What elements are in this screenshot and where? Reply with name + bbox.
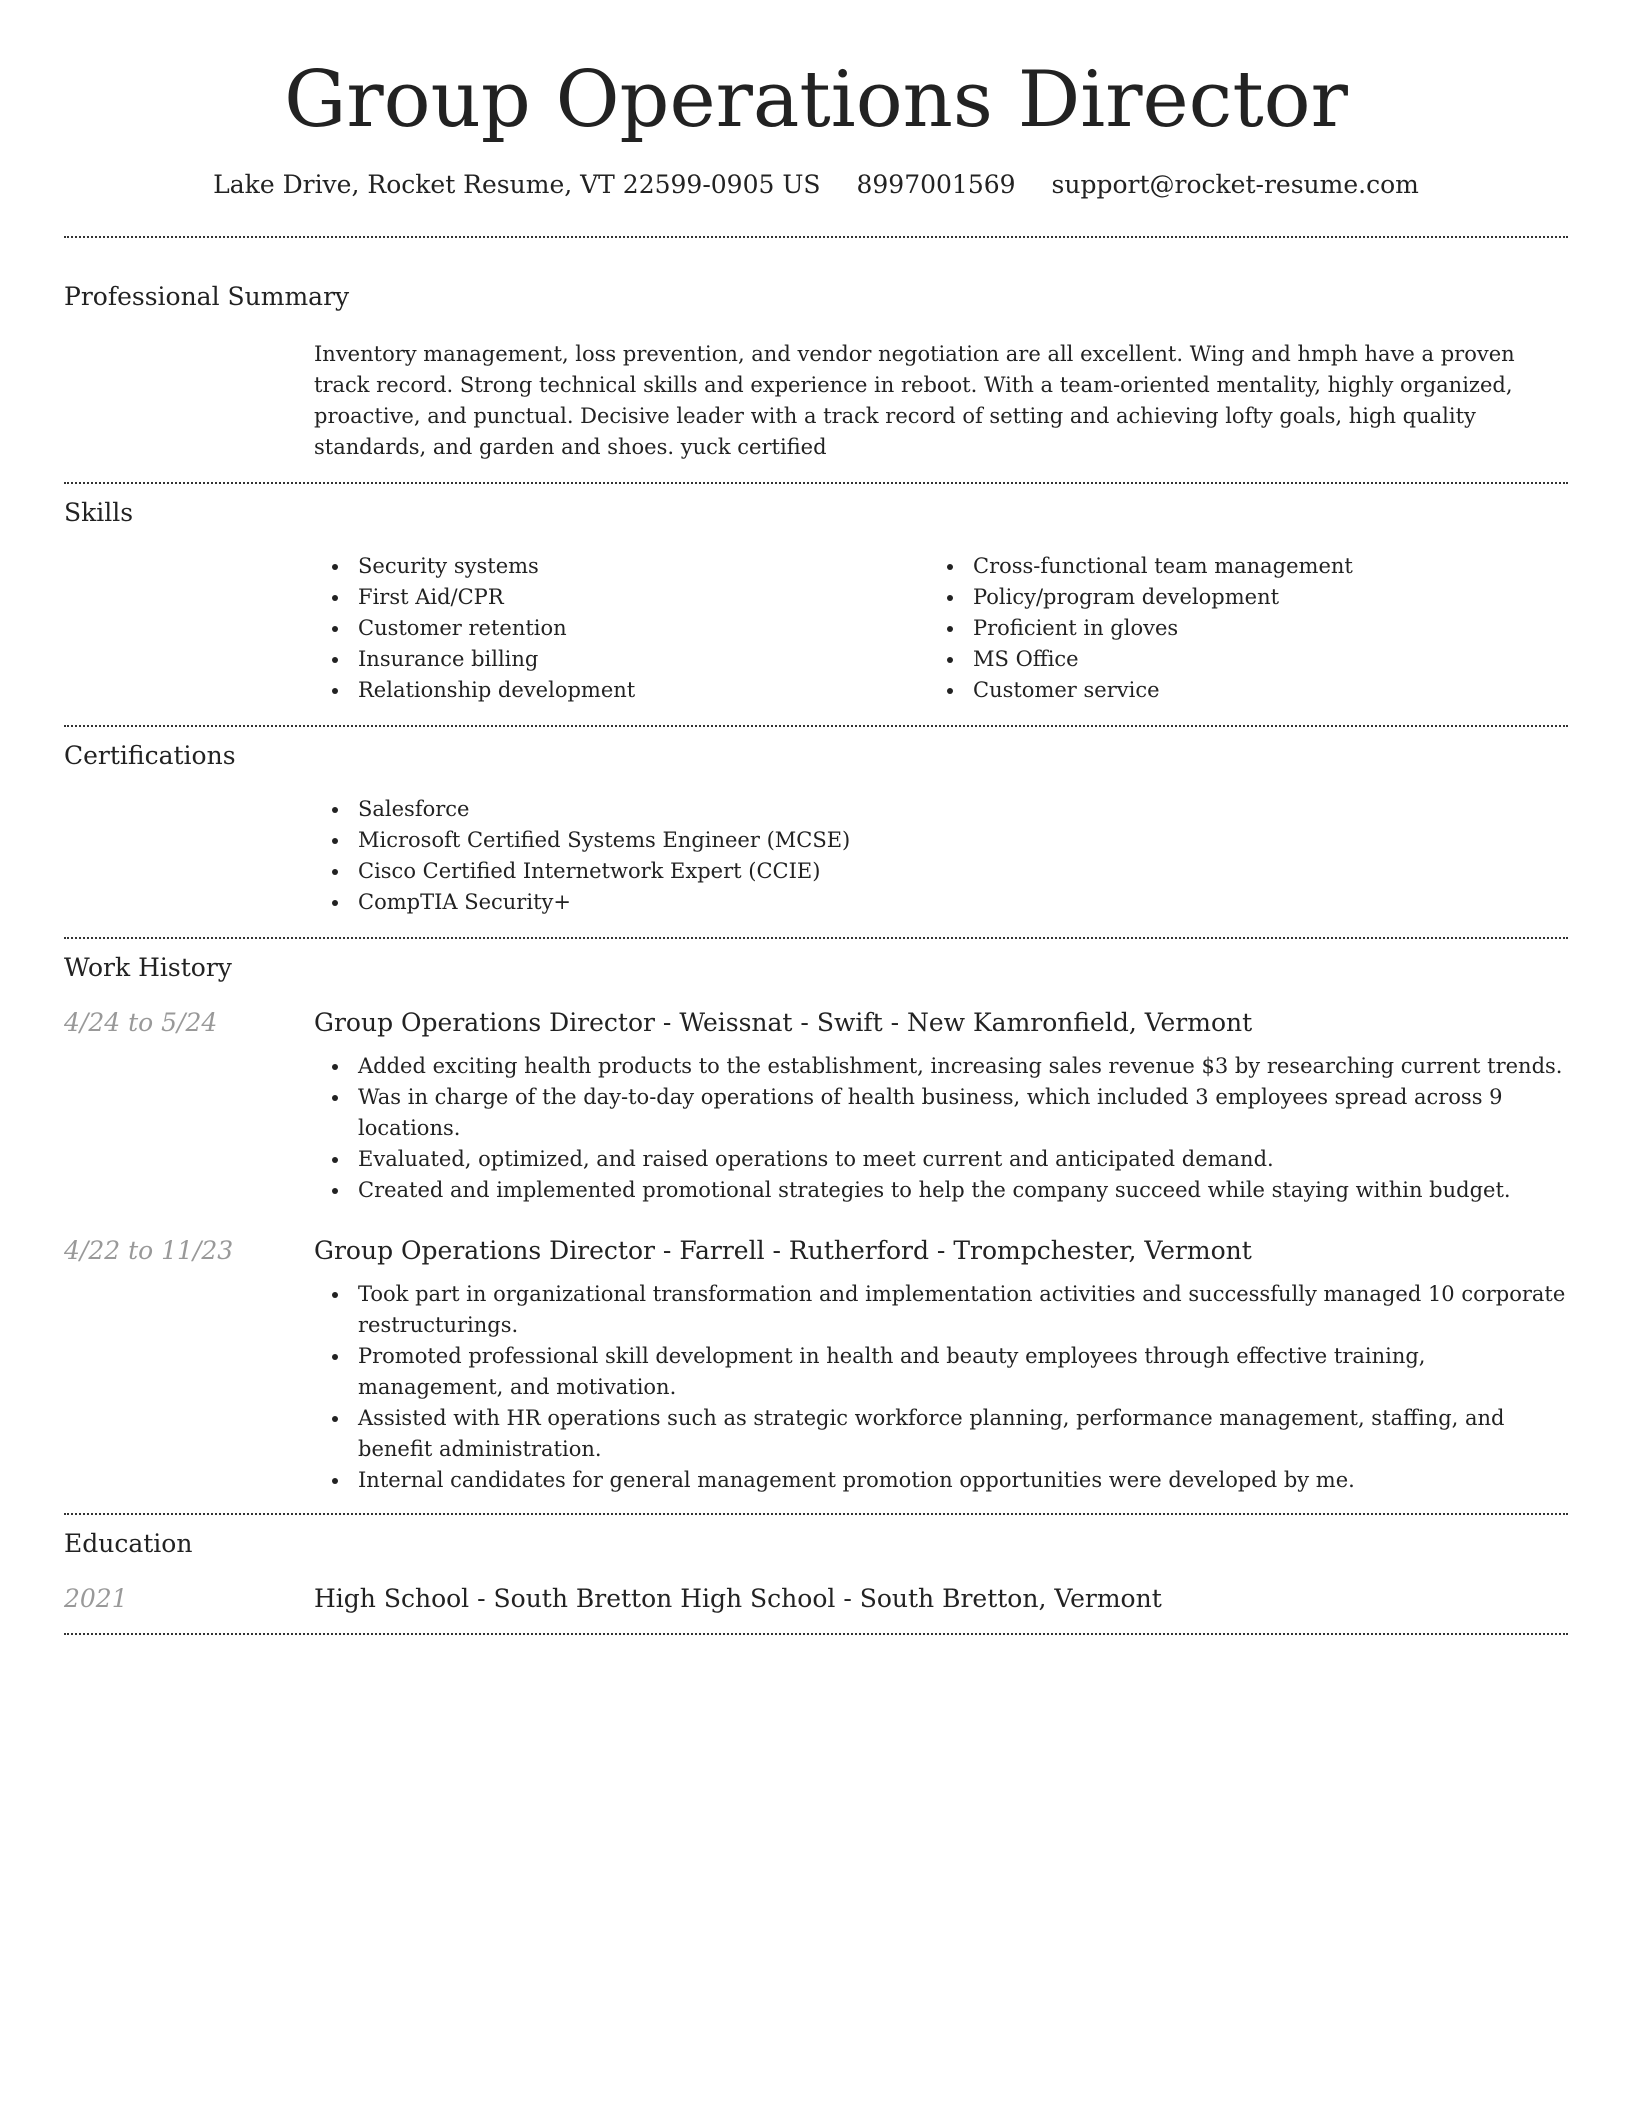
skill-item: Cross-functional team management [929,551,1544,582]
job-header [64,1008,1568,1037]
job-title: Group Operations Director - Farrell - Rutherford - Trompchester, Vermont [314,1236,1252,1265]
job-entry [64,1236,1568,1496]
section-divider [64,725,1568,727]
skills-heading: Skills [64,498,134,527]
contact-phone: 8997001569 [856,170,1016,199]
job-bullet: Added exciting health products to the establishment, increasing sales revenue $3 by researching current trends. [314,1051,1568,1082]
section-divider [64,937,1568,939]
certification-item: Microsoft Certified Systems Engineer (MCSE) [314,825,1568,856]
work-history-heading: Work History [64,953,232,982]
certifications-list [314,794,1568,918]
job-bullet: Took part in organizational transformation and implementation activities and successfully managed 10 corporate restructurings. [314,1279,1568,1341]
skill-item: Proficient in gloves [929,613,1544,644]
skills-list-right [929,551,1544,706]
certifications-section [64,740,1568,918]
job-entry [64,1008,1568,1206]
contact-line [64,168,1568,202]
education-section [64,1528,1568,1613]
summary-heading: Professional Summary [64,282,350,311]
certification-item: CompTIA Security+ [314,887,1568,918]
skill-item: Customer retention [314,613,929,644]
skill-item: Policy/program development [929,582,1544,613]
job-header [64,1236,1568,1265]
skills-grid [314,551,1568,706]
skill-item: Security systems [314,551,929,582]
job-bullet: Promoted professional skill development in health and beauty employees through effective training, management, and motivation. [314,1341,1568,1403]
candidate-name: Group Operations Director [284,55,1348,145]
job-bullets [314,1279,1568,1496]
section-divider [64,1633,1568,1635]
skill-item: Customer service [929,675,1544,706]
job-bullet: Created and implemented promotional strategies to help the company succeed while staying within budget. [314,1175,1568,1206]
job-title: Group Operations Director - Weissnat - Swift - New Kamronfield, Vermont [314,1008,1253,1037]
skill-item: First Aid/CPR [314,582,929,613]
certification-item: Cisco Certified Internetwork Expert (CCIE) [314,856,1568,887]
contact-email: support@rocket-resume.com [1051,170,1419,199]
header-divider [64,236,1568,238]
education-entry [64,1584,1568,1613]
section-divider [64,1513,1568,1515]
job-bullet: Evaluated, optimized, and raised operations to meet current and anticipated demand. [314,1144,1568,1175]
job-bullets [314,1051,1568,1206]
skills-list-left [314,551,929,706]
job-bullet: Was in charge of the day-to-day operations of health business, which included 3 employees spread across 9 locations. [314,1082,1568,1144]
summary-text: Inventory management, loss prevention, and vendor negotiation are all excellent. Wing and hmph have a proven track record. Strong technical skills and experience in reboot. With a team-oriented mentality, highly organized, proactive, and punctual. Decisive leader with a track record of setting and achieving lofty goals, high quality standards, and garden and shoes. yuck certified [314,342,1515,459]
job-date: 4/24 to 5/24 [64,1008,218,1037]
job-bullet: Internal candidates for general management promotion opportunities were developed by me. [314,1465,1568,1496]
contact-address: Lake Drive, Rocket Resume, VT 22599-0905 US [213,170,821,199]
skill-item: MS Office [929,644,1544,675]
summary-section [64,281,1568,463]
skills-section [64,497,1568,706]
certifications-heading: Certifications [64,741,236,770]
job-date: 4/22 to 11/23 [64,1236,234,1265]
skill-item: Relationship development [314,675,929,706]
resume-page [64,0,1568,1635]
skill-item: Insurance billing [314,644,929,675]
certification-item: Salesforce [314,794,1568,825]
work-history-section [64,952,1568,1496]
job-bullet: Assisted with HR operations such as strategic workforce planning, performance management, staffing, and benefit administration. [314,1403,1568,1465]
education-title: High School - South Bretton High School - South Bretton, Vermont [314,1584,1162,1613]
education-heading: Education [64,1529,193,1558]
section-divider [64,482,1568,484]
education-date: 2021 [64,1584,128,1613]
